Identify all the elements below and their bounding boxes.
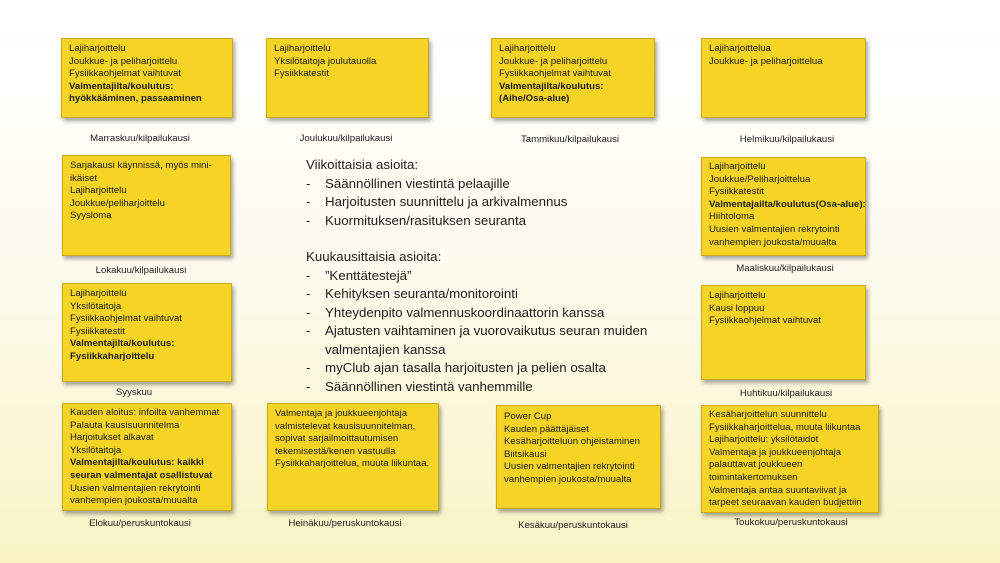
card-toukokuu [701, 405, 879, 513]
weekly-title: Viikoittaisia asioita: [306, 157, 419, 172]
card-line: Fysiikkaohjelmat vaihtuvat [69, 68, 181, 80]
card-line-bold: Valmentajailta/koulutus(Osa-alue): [709, 198, 866, 210]
card-kesakuu [496, 405, 661, 509]
monthly-item: - Säännöllinen viestintä vanhemmille [306, 378, 686, 397]
card-line: Fysiikkaohjelmat vaihtuvat [70, 313, 182, 325]
card-joulukuu [266, 38, 429, 118]
card-line: Uusien valmentajien rekrytointi [70, 482, 201, 494]
weekly-item: - Säännöllinen viestintä pelaajille [306, 175, 686, 194]
caption-huhtikuu: Huhtikuu/kilpailukausi [739, 388, 833, 399]
card-text: Valmentaja ja joukkueenjohtaja valmistelevat kausisuunnitelman, sopivat sarjailmoittautumisen tekemisestä/kenen vastuulla Fysiikkaharjoittelua, muuta liikuntaa. [275, 408, 430, 470]
card-line: Joukkue/Peliharjoittelua [709, 173, 811, 185]
card-line: Fysiikkaharjoittelua, muuta liikuntaa [709, 421, 861, 433]
monthly-item: - Kehityksen seuranta/monitorointi [306, 285, 686, 304]
card-line: Lajiharjoittelu [709, 161, 766, 172]
card-line: ikäiset [70, 172, 98, 184]
monthly-title: Kuukausittaisia asioita: [306, 249, 442, 264]
card-helmikuu [701, 38, 866, 118]
card-line: Power Cup [504, 411, 552, 422]
card-line: Lajiharjoittelu [274, 43, 331, 54]
card-line: Kauden aloitus: infoilta vanhemmat [70, 407, 220, 418]
card-line: vanhempien joukosta/muualta [504, 473, 632, 485]
caption-elokuu: Elokuu/peruskuntokausi [89, 518, 191, 529]
card-line: Fysiikkaohjelmat vaihtuvat [709, 315, 821, 327]
card-line: palauttavat joukkueen [709, 459, 803, 471]
monthly-list [306, 267, 686, 397]
card-line: Yksilötaitoja [70, 300, 122, 312]
card-line: Valmentaja ja joukkueenjohtaja [709, 446, 842, 458]
card-line: Joukkue- ja peliharjoittelua [709, 55, 823, 67]
caption-kesakuu: Kesäkuu/peruskuntokausi [518, 520, 628, 531]
card-line: tarpeet seuraavan kauden budjettiin [709, 497, 862, 509]
card-line: Lajiharjoittelu: yksilötaidot [709, 434, 819, 446]
card-elokuu [62, 403, 232, 511]
card-line: Uusien valmentajien rekrytointi [709, 223, 840, 235]
card-line: Kesäharjoittelun suunnittelu [709, 409, 827, 420]
card-line: Yksilötaitoja joulutauolla [274, 55, 377, 67]
card-line: Lajiharjoittelu [69, 43, 126, 54]
card-line: Joukkue- ja peliharjoittelu [499, 55, 608, 67]
card-line: Kauden päättäjäiset [504, 423, 589, 435]
caption-maaliskuu: Maaliskuu/kilpailukausi [736, 263, 834, 274]
monthly-item: - ”Kenttätestejä” [306, 267, 686, 286]
card-line: Syysloma [70, 210, 112, 222]
card-line: Lajiharjoittelu [709, 290, 766, 301]
card-line-bold: (Aihe/Osa-alue) [499, 93, 570, 105]
caption-lokakuu: Lokakuu/kilpailukausi [95, 265, 187, 276]
caption-tammikuu: Tammikuu/kilpailukausi [520, 134, 620, 145]
card-line-bold: Fysiikkaharjoittelu [70, 350, 155, 362]
card-line: Valmentaja antaa suuntaviivat ja [709, 484, 847, 496]
card-line-bold: seuran valmentajat osallistuvat [70, 469, 213, 481]
card-line: Fysiikkaohjelmat vaihtuvat [499, 68, 611, 80]
card-line-bold: Valmentajilta/koulutus: [70, 338, 175, 350]
card-line: Joukkue- ja peliharjoittelu [69, 55, 178, 67]
weekly-item: - Harjoitusten suunnittelu ja arkivalmennus [306, 193, 686, 212]
card-line: Fysiikkatestit [70, 325, 125, 337]
monthly-item: - Ajatusten vaihtaminen ja vuorovaikutus seuran muiden valmentajien kanssa [306, 322, 686, 359]
card-line: Harjoitukset alkavat [70, 432, 154, 444]
monthly-item: - myClub ajan tasalla harjoitusten ja pelien osalta [306, 359, 686, 378]
card-line: Kausi loppuu [709, 302, 765, 314]
card-line: Yksilötaitoja [70, 444, 122, 456]
card-line: Uusien valmentajien rekrytointi [504, 461, 635, 473]
card-line: Kesäharjoitteluun ohjeistaminen [504, 436, 640, 448]
caption-heinakuu: Heinäkuu/peruskuntokausi [288, 518, 402, 529]
card-maaliskuu [701, 157, 866, 256]
card-marraskuu [61, 38, 233, 118]
weekly-list [306, 175, 686, 231]
card-line: Hiihtoloma [709, 211, 755, 223]
card-line: Sarjakausi käynnissä, myös mini- [70, 160, 212, 171]
card-line: Lajiharjoittelu [70, 288, 127, 299]
card-syyskuu [62, 283, 232, 382]
card-line: Palauta kausisuunnitelma [70, 419, 180, 431]
center-notes [306, 156, 686, 396]
card-line-bold: Valmentajilta/koulutus: kaikki [70, 457, 204, 469]
monthly-item: - Yhteydenpito valmennuskoordinaattorin kanssa [306, 304, 686, 323]
card-lokakuu [62, 155, 231, 256]
caption-marraskuu: Marraskuu/kilpailukausi [90, 133, 190, 144]
caption-toukokuu: Toukokuu/peruskuntokausi [734, 517, 848, 528]
caption-syyskuu: Syyskuu [115, 387, 153, 398]
caption-joulukuu: Joulukuu/kilpailukausi [299, 133, 393, 144]
card-line: Fysiikkatestit [274, 68, 329, 80]
card-line: Lajiharjoittelu [70, 185, 127, 197]
spacer [306, 230, 686, 248]
card-line: vanhempien joukosta/muualta [709, 236, 837, 248]
card-line: Joukkue/peliharjoittelu [70, 197, 165, 209]
card-tammikuu [491, 38, 655, 118]
card-heinakuu [267, 403, 439, 511]
card-line: vanhempien joukosta/muualta [70, 495, 198, 507]
weekly-item: - Kuormituksen/rasituksen seuranta [306, 212, 686, 231]
card-line: toimintakertomuksen [709, 471, 798, 483]
caption-helmikuu: Helmikuu/kilpailukausi [739, 134, 835, 145]
card-huhtikuu [701, 285, 866, 380]
card-line: Lajiharjoittelua [709, 43, 771, 54]
card-line: Fysiikkatestit [709, 186, 764, 198]
card-line-bold: hyökkääminen, passaaminen [69, 93, 202, 105]
card-line: Biitsikausi [504, 448, 547, 460]
card-line-bold: Valmentajilta/koulutus: [499, 80, 604, 92]
card-line: Lajiharjoittelu [499, 43, 556, 54]
card-line-bold: Valmentajilta/koulutus: [69, 80, 174, 92]
